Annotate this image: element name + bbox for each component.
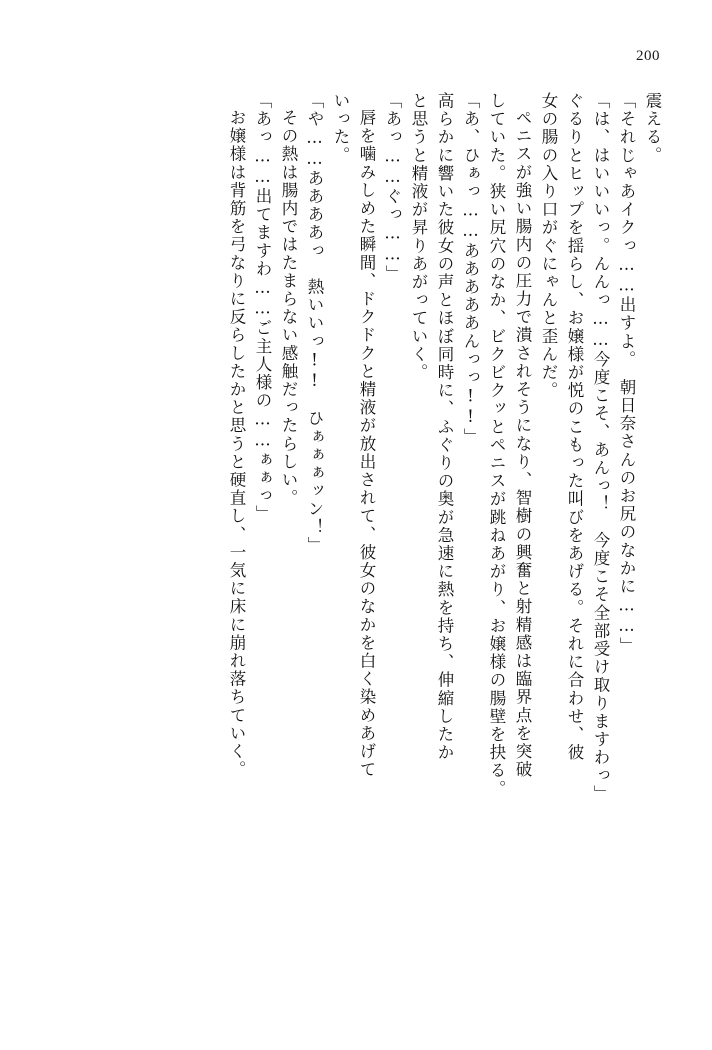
- text-line: 「あ、ひぁっ……あああああんっっ!!」: [461, 92, 480, 446]
- text-line: ぐるりとヒップを揺らし、お嬢様が悦のこもった叫びをあげる。それに合わせ、彼: [565, 92, 584, 762]
- text-line: 「あっ……出てますわ……ご主人様の……ぁぁっ」: [253, 92, 272, 524]
- text-line: 「それじゃあイクっ……出すよ。 朝日奈さんのお尻のなかに……」: [617, 92, 636, 655]
- text-line: 「あっ……ぐっ……」: [383, 92, 402, 283]
- text-line: 女の腸の入り口がぐにゃんと歪んだ。: [539, 92, 558, 400]
- text-line: と思うと精液が昇りあがっていく。: [409, 92, 428, 382]
- text-line: 高らかに響いた彼女の声とほぼ同時に、ふぐりの奥が急速に熱を持ち、伸縮したか: [435, 92, 454, 762]
- text-line: 震える。: [643, 92, 662, 165]
- body-text-block: [52, 92, 660, 1002]
- text-line: いった。: [331, 92, 350, 165]
- page-number: 200: [636, 48, 660, 64]
- text-line: お嬢様は背筋を弓なりに反らしたかと思うと硬直し、一気に床に崩れ落ちていく。: [227, 109, 246, 779]
- text-line: その熱は腸内ではたまらない感触だったらしい。: [279, 109, 298, 508]
- text-line: 「や……ああああっ 熱いいっ!! ひぁぁぁッン！」: [305, 92, 324, 555]
- text-line: ペニスが強い腸内の圧力で潰されそうになり、智樹の興奮と射精感は臨界点を突破: [513, 109, 532, 779]
- text-line: していた。狭い尻穴のなか、ビクビクッとペニスが跳ねあがり、お嬢様の腸壁を抉る。: [487, 92, 506, 798]
- text-line: 唇を噛みしめた瞬間、ドクドクと精液が放出されて、彼女のなかを白く染めあげて: [357, 109, 376, 779]
- text-line: 「は、はいいいっ。んんっ……今度こそ、あんっ！ 今度こそ全部受け取りますわっ」: [591, 92, 610, 803]
